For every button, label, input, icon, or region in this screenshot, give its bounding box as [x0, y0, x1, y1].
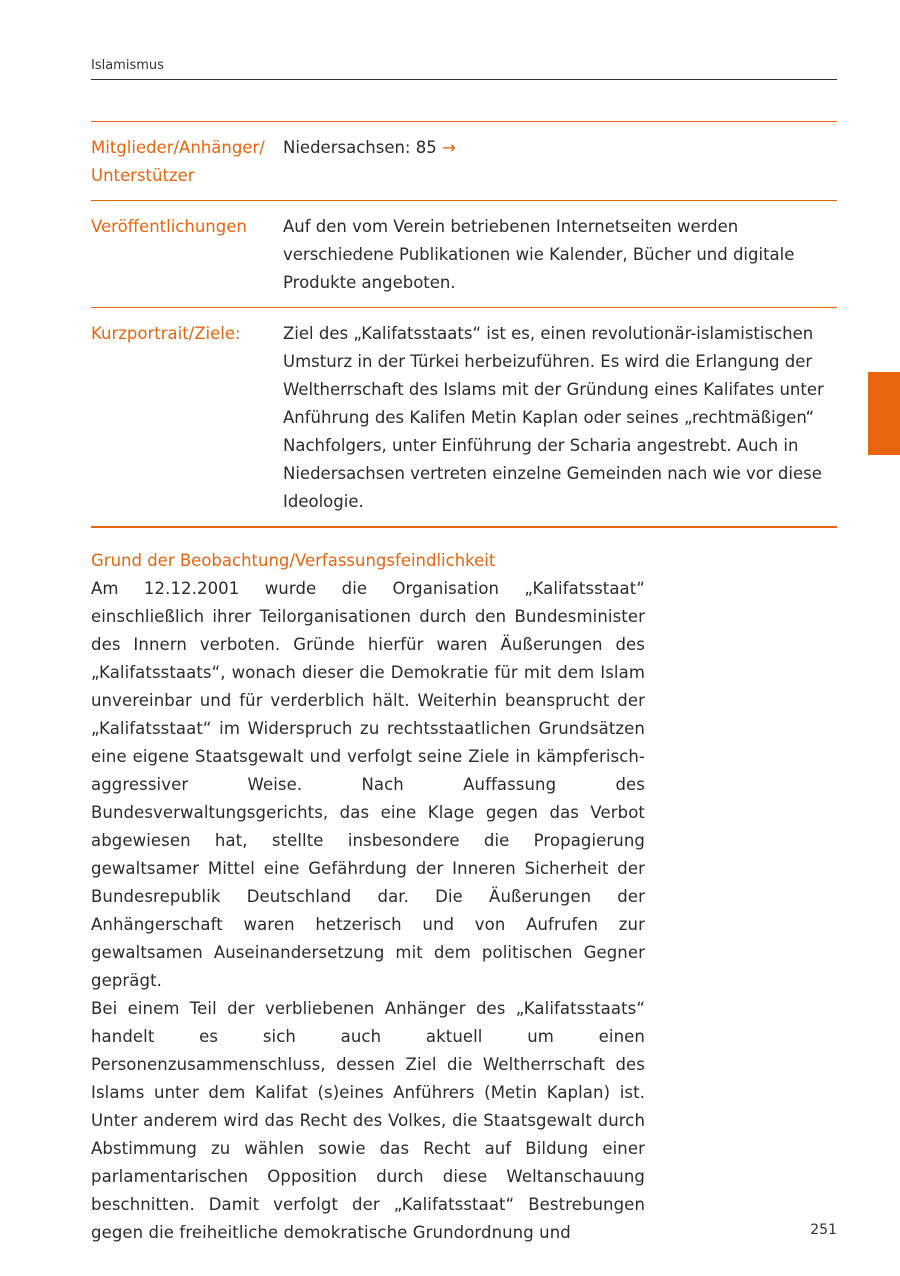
- running-header: Islamismus: [91, 58, 837, 80]
- arrow-right-icon: →: [441, 138, 456, 157]
- page-number: 251: [810, 1222, 837, 1238]
- chapter-tab-marker: [868, 372, 900, 455]
- table-row: [91, 122, 837, 201]
- paragraph: Am 12.12.2001 wurde die Organisation „Kalifatsstaat“ einschließlich ihrer Teilorganisationen durch den Bundesminister des Innern verboten. Gründe hierfür waren Äußerungen des „Kalifatsstaats“, wonach dieser die Demokratie für mit dem Islam unvereinbar und für verderblich hält. Weiterhin beansprucht der „Kalifatsstaat“ im Widerspruch zu rechtsstaatlichen Grundsätzen eine eigene Staatsgewalt und verfolgt seine Ziele in kämpferisch-aggressiver Weise. Nach Auffassung des Bundesverwaltungsgerichts, das eine Klage gegen das Verbot abgewiesen hat, stellte insbesondere die Propagierung gewaltsamer Mittel eine Gefährdung der Inneren Sicherheit der Bundesrepublik Deutschland dar. Die Äußerungen der Anhängerschaft waren hetzerisch und von Aufrufen zur gewaltsamen Auseinandersetzung mit dem politischen Gegner geprägt.: [91, 579, 645, 990]
- table-row: [91, 201, 837, 308]
- paragraph: Bei einem Teil der verbliebenen Anhänger des „Kalifatsstaats“ handelt es sich auch aktuell um einen Personenzusammenschluss, dessen Ziel die Weltherrschaft des Islams unter dem Kalifat (s)eines Anführers (Metin Kaplan) ist. Unter anderem wird das Recht des Volkes, die Staatsgewalt durch Abstimmung zu wählen sowie das Recht auf Bildung einer parlamentarischen Opposition durch diese Weltanschauung beschnitten. Damit verfolgt der „Kalifatsstaat“ Bestrebungen gegen die freiheitliche demokratische Grundordnung und: [91, 999, 645, 1242]
- row-value-members: [283, 134, 837, 190]
- members-count: Niedersachsen: 85: [283, 138, 437, 157]
- table-row: [91, 308, 837, 528]
- row-label-members: Mitglieder/Anhänger/ Unterstützer: [91, 138, 265, 185]
- section-title: Grund der Beobachtung/Verfassungsfeindlichkeit: [91, 551, 496, 570]
- info-table: [91, 121, 837, 528]
- row-label-portrait: Kurzportrait/Ziele:: [91, 324, 241, 343]
- body-section: [91, 547, 645, 1247]
- row-label-publications: Veröffentlichungen: [91, 217, 247, 236]
- row-value-portrait: Ziel des „Kalifatsstaats“ ist es, einen revolutionär-islamistischen Umsturz in der Türkei herbeizuführen. Es wird die Erlangung der Weltherrschaft des Islams mit der Gründung eines Kalifates unter Anführung des Kalifen Metin Kaplan oder seines „rechtmäßigen“ Nachfolgers, unter Einführung der Scharia angestrebt. Auch in Niedersachsen vertreten einzelne Gemeinden nach wie vor diese Ideologie.: [283, 324, 824, 511]
- row-value-publications: Auf den vom Verein betriebenen Internetseiten werden verschiedene Publikationen wie Kalender, Bücher und digitale Produkte angeboten.: [283, 217, 795, 292]
